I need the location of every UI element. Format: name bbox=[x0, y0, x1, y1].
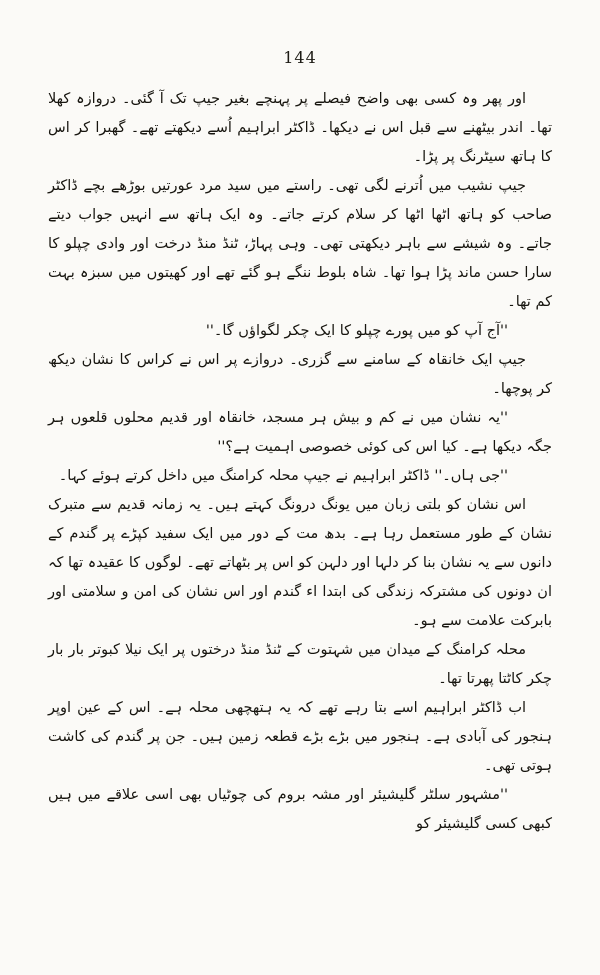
paragraph: اور پھر وہ کسی بھی واضح فیصلے پر پہنچے بغیر جیپ تک آ گئی۔ دروازہ کھلا تھا۔ اندر بیٹھنے سے قبل اس نے دیکھا۔ ڈاکٹر ابراہیم اُسے دیکھتے تھے۔ گھبرا کر اس کا ہاتھ سیٹرنگ پر پڑا۔ bbox=[48, 91, 552, 165]
paragraph: جیپ نشیب میں اُترنے لگی تھی۔ راستے میں سید مرد عورتیں بوڑھے بچے ڈاکٹر صاحب کو ہاتھ اٹھا اٹھا کر سلام کرتے جاتے۔ وہ ایک ہاتھ سے انہیں جواب دیتے جاتے۔ وہ شیشے سے باہر دیکھتی تھی۔ وہی پہاڑ، ٹنڈ منڈ درخت اور وادی چپلو کا سارا حسن ماند پڑا ہوا تھا۔ شاہ بلوط ننگے ہو گئے تھے اور کھیتوں میں سبزہ بہت کم تھا۔ bbox=[48, 178, 552, 310]
paragraph: جیپ ایک خانقاہ کے سامنے سے گزری۔ دروازے پر اس نے کراس کا نشان دیکھ کر پوچھا۔ bbox=[48, 352, 552, 397]
dialogue-line: ''جی ہاں۔'' ڈاکٹر ابراہیم نے جیپ محلہ کرامنگ میں داخل کرتے ہوئے کہا۔ bbox=[58, 468, 508, 484]
dialogue-line: ''آج آپ کو میں پورے چپلو کا ایک چکر لگواؤں گا۔'' bbox=[205, 323, 508, 339]
paragraph: اب ڈاکٹر ابراہیم اسے بتا رہے تھے کہ یہ ہتھچھی محلہ ہے۔ اس کے عین اوپر ہنجور کی آبادی ہے۔ ہنجور میں بڑے بڑے قطعہ زمین ہیں۔ جن پر گندم کی کاشت ہوتی تھی۔ bbox=[48, 700, 552, 774]
dialogue-line: ''یہ نشان میں نے کم و بیش ہر مسجد، خانقاہ اور قدیم محلوں قلعوں ہر جگہ دیکھا ہے۔ کیا اس کی کوئی خصوصی اہمیت ہے؟'' bbox=[48, 410, 552, 455]
dialogue-line: ''مشہور سلٹر گلیشیئر اور مشہ بروم کی چوٹیاں بھی اسی علاقے میں ہیں کبھی کسی گلیشیئر کو bbox=[48, 787, 552, 832]
paragraph: اس نشان کو بلتی زبان میں یونگ درونگ کہتے ہیں۔ یہ زمانہ قدیم سے متبرک نشان کے طور مستعمل رہا ہے۔ بدھ مت کے دور میں ایک سفید کپڑے پر گندم کے دانوں سے یہ نشان بنا کر دلہا اور دلہن کو اس پر بٹھاتے تھے۔ لوگوں کا عقیدہ تھا کہ ان دونوں کی مشترکہ زندگی کی ابتدا اء گندم اور اس نشان کی امن و سلامتی اور بابرکت علامت سے ہو۔ bbox=[48, 497, 552, 629]
page-number: 144 bbox=[283, 48, 317, 67]
body-text bbox=[48, 85, 552, 839]
paragraph: محلہ کرامنگ کے میدان میں شہتوت کے ٹنڈ منڈ درختوں پر ایک نیلا کبوتر بار بار چکر کاٹتا پھرتا تھا۔ bbox=[48, 642, 552, 687]
